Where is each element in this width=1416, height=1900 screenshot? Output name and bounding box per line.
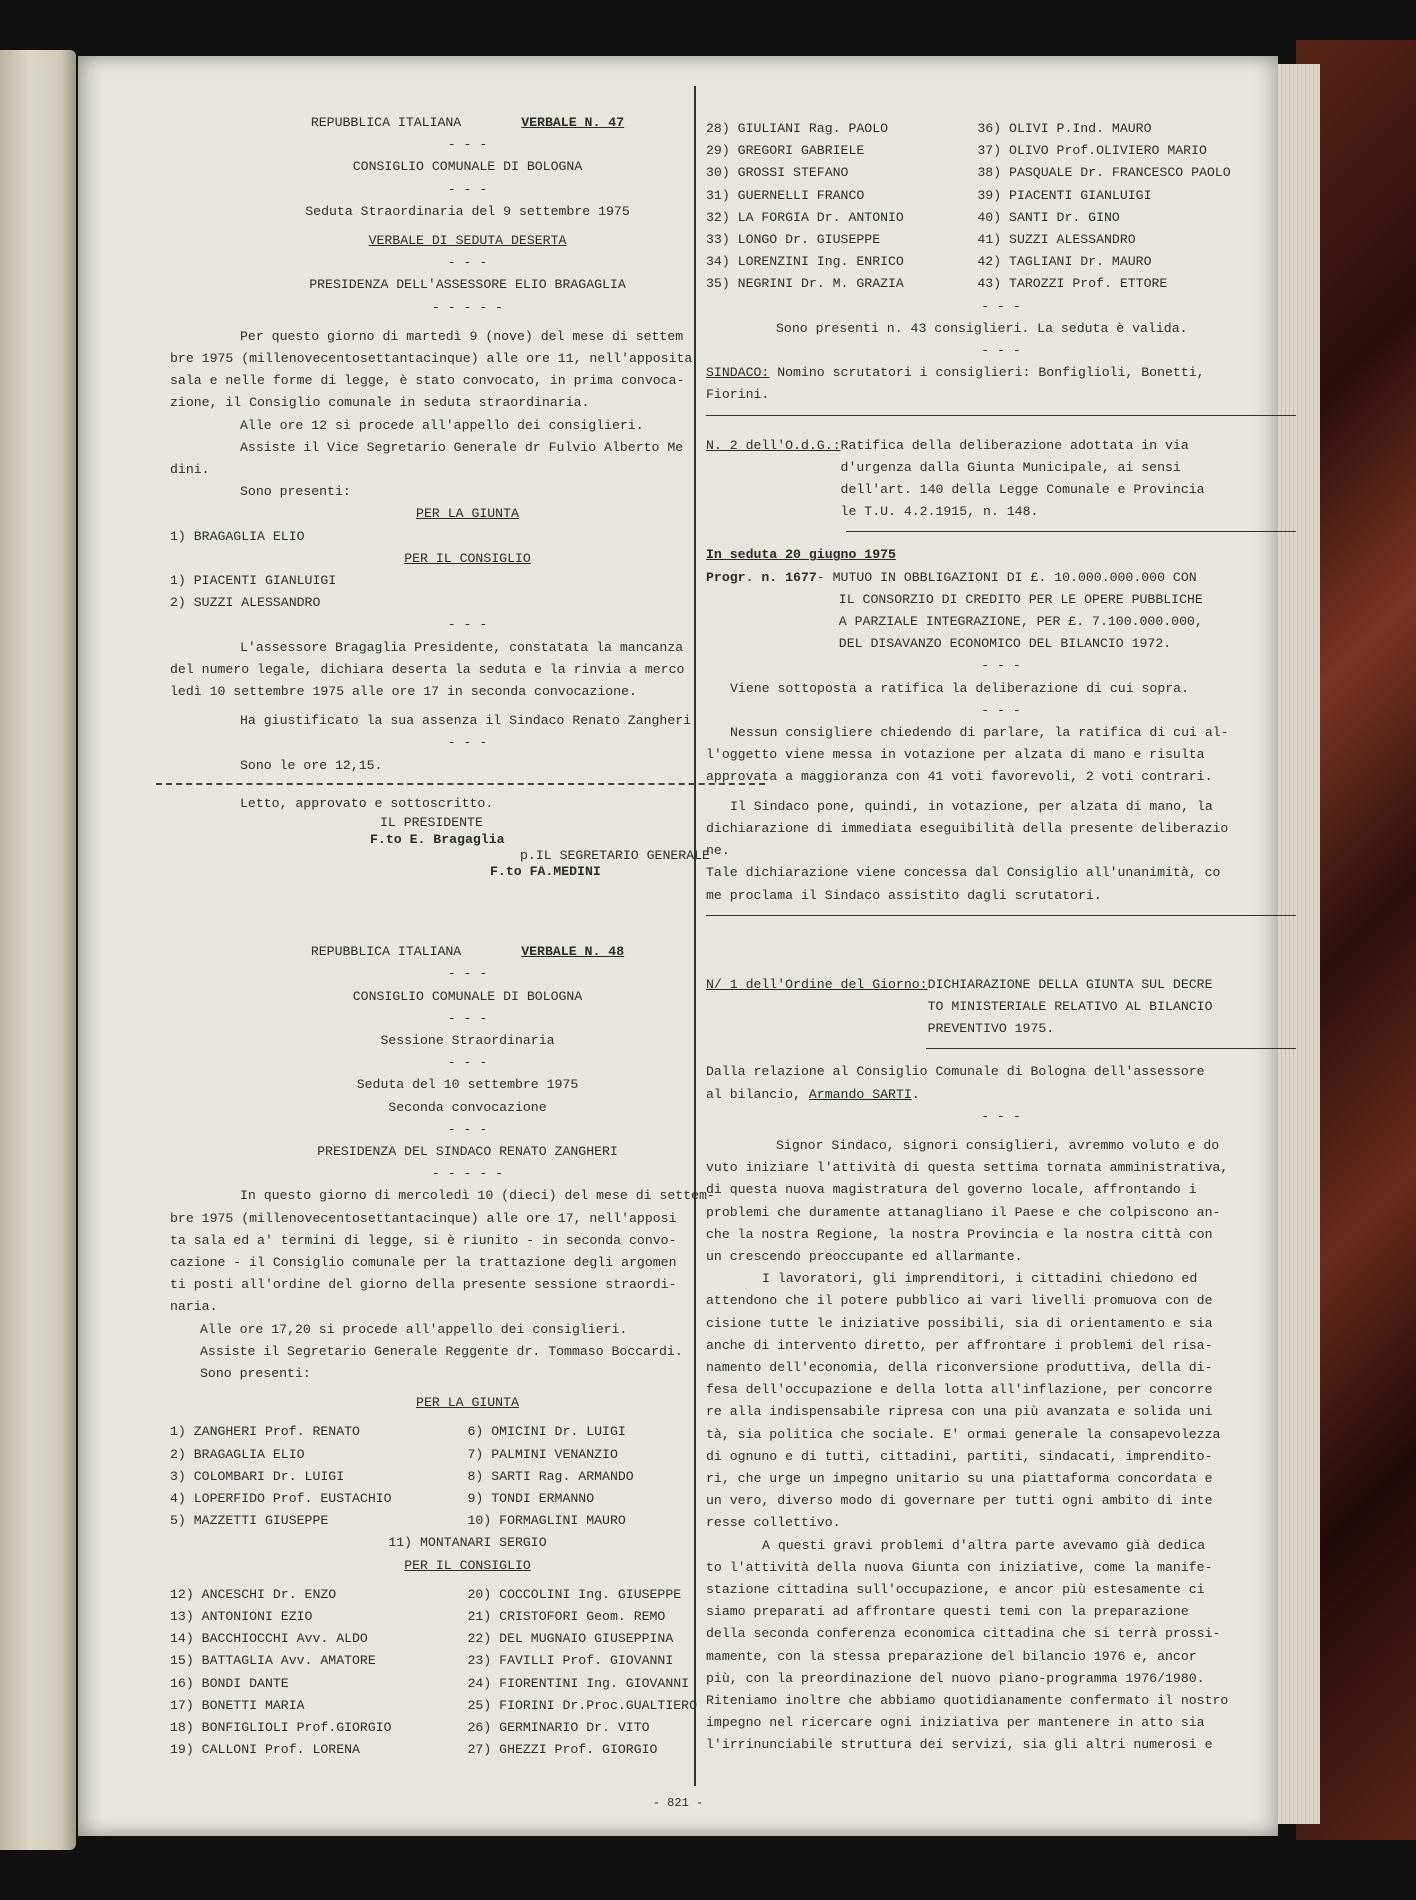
list-item: 38) PASQUALE Dr. FRANCESCO PAOLO bbox=[977, 165, 1231, 181]
dashed-divider bbox=[156, 783, 765, 785]
list-item: 11) MONTANARI SERGIO bbox=[388, 1535, 547, 1551]
sindaco-text: Fiorini. bbox=[706, 387, 770, 403]
v47-text-line: Letto, approvato e sottoscritto. bbox=[240, 795, 494, 811]
separator: - - - bbox=[981, 343, 1021, 359]
list-item: 20) COCCOLINI Ing. GIUSEPPE bbox=[467, 1586, 682, 1602]
sindaco-line bbox=[706, 362, 1296, 384]
v48-republic: REPUBBLICA ITALIANA bbox=[310, 944, 462, 960]
v47-verbale: VERBALE N. 47 bbox=[521, 115, 625, 130]
progr-text: - MUTUO IN OBBLIGAZIONI DI £. 10.000.000.000 CON bbox=[816, 569, 1197, 585]
body-line: di ognuno e di tutti, cittadini, partiti, sindacati, imprendito- bbox=[706, 1448, 1213, 1464]
list-item: 19) CALLONI Prof. LORENA bbox=[170, 1742, 360, 1758]
separator: - - - bbox=[981, 658, 1021, 674]
list-item: 31) GUERNELLI FRANCO bbox=[706, 187, 865, 203]
quorum-text: Sono presenti n. 43 consiglieri. La seduta è valida. bbox=[776, 320, 1188, 336]
list-item: 17) BONETTI MARIA bbox=[170, 1697, 305, 1713]
body-line: di questa nuova magistratura del governo locale, affrontando i bbox=[706, 1182, 1197, 1198]
body-line: fesa dell'occupazione e della lotta all'inflazione, per concorre bbox=[706, 1382, 1213, 1398]
v47-text-line: Per questo giorno di martedì 9 (nove) del mese di settem bbox=[240, 328, 684, 344]
v48-giunta-heading: PER LA GIUNTA bbox=[416, 1395, 519, 1411]
v47-giunta-heading: PER LA GIUNTA bbox=[416, 506, 519, 522]
list-item: 4) LOPERFIDO Prof. EUSTACHIO bbox=[170, 1490, 392, 1506]
body-line: impegno nel ricercare ogni iniziativa per mantenere in atto sia bbox=[706, 1715, 1205, 1731]
v48-text-line: cazione - il Consiglio comunale per la trattazione degli argomen bbox=[170, 1254, 677, 1270]
v48-session: Sessione Straordinaria bbox=[380, 1032, 555, 1048]
list-item: 43) TAROZZI Prof. ETTORE bbox=[977, 276, 1168, 292]
list-item: 28) GIULIANI Rag. PAOLO bbox=[706, 121, 889, 136]
body-line: me proclama il Sindaco assistito dagli scrutatori. bbox=[706, 887, 1102, 903]
body-line: Nessun consigliere chiedendo di parlare, la ratifica di cui al- bbox=[730, 725, 1229, 741]
v47-session: Seduta Straordinaria del 9 settembre 1975 bbox=[305, 203, 630, 219]
signature-secretary-title: p.IL SEGRETARIO GENERALE bbox=[520, 848, 710, 864]
list-item: 7) PALMINI VENANZIO bbox=[467, 1446, 618, 1462]
list-item: 21) CRISTOFORI Geom. REMO bbox=[467, 1608, 666, 1624]
list-item: 41) SUZZI ALESSANDRO bbox=[977, 232, 1136, 248]
progr-text: DEL DISAVANZO ECONOMICO DEL BILANCIO 1972. bbox=[838, 636, 1172, 652]
progr-text: A PARZIALE INTEGRAZIONE, PER £. 7.100.000.000, bbox=[838, 614, 1203, 630]
right-column bbox=[706, 118, 1296, 1757]
v48-giunta-list bbox=[170, 1421, 765, 1532]
v48-text-line: ti posti all'ordine del giorno della presente sessione straordi- bbox=[170, 1277, 677, 1293]
v48-text-line: Alle ore 17,20 si procede all'appello dei consiglieri. bbox=[200, 1321, 628, 1337]
body-line: dichiarazione di immediata eseguibilità della presente deliberazio bbox=[706, 820, 1229, 836]
left-book-page bbox=[0, 50, 76, 1850]
v47-header bbox=[170, 112, 765, 134]
body-line: cisione tutte le iniziative possibili, sia di orientamento e sia bbox=[706, 1315, 1213, 1331]
body-line: anche di intervento diretto, per affrontare i problemi del risa- bbox=[706, 1337, 1213, 1353]
separator: - - - bbox=[981, 298, 1021, 314]
list-item: 27) GHEZZI Prof. GIORGIO bbox=[467, 1742, 658, 1758]
v48-text-line: In questo giorno di mercoledì 10 (dieci) del mese di settem- bbox=[240, 1188, 715, 1204]
odg1-label: N/ 1 dell'Ordine del Giorno: bbox=[706, 976, 928, 992]
separator: - - - bbox=[447, 1010, 488, 1026]
body-line: problemi che duramente attanagliano il Paese e che colpiscono an- bbox=[706, 1204, 1221, 1220]
list-item: 1) ZANGHERI Prof. RENATO bbox=[170, 1424, 360, 1440]
body-line: Tale dichiarazione viene concessa dal Consiglio all'unanimità, co bbox=[706, 865, 1221, 881]
v47-text-line: del numero legale, dichiara deserta la seduta e la rinvia a merco bbox=[170, 661, 685, 677]
separator: - - - bbox=[447, 137, 488, 153]
list-item: 18) BONFIGLIOLI Prof.GIORGIO bbox=[170, 1720, 392, 1735]
list-item: 5) MAZZETTI GIUSEPPE bbox=[170, 1513, 329, 1529]
divider bbox=[846, 531, 1296, 532]
v47-text-line: sala e nelle forme di legge, è stato convocato, in prima convoca- bbox=[170, 373, 685, 389]
body-line: Signor Sindaco, signori consiglieri, avremmo voluto e do bbox=[776, 1137, 1220, 1153]
seduta-giugno: In seduta 20 giugno 1975 bbox=[706, 547, 896, 563]
list-item: 24) FIORENTINI Ing. GIOVANNI bbox=[467, 1675, 690, 1691]
body-line: Il Sindaco pone, quindi, in votazione, per alzata di mano, la bbox=[730, 798, 1213, 814]
progr-label: Progr. n. 1677 bbox=[706, 569, 817, 585]
list-item: 1) BRAGAGLIA ELIO bbox=[170, 528, 305, 544]
v47-deserta: VERBALE DI SEDUTA DESERTA bbox=[368, 233, 567, 249]
relazione-text: al bilancio, bbox=[706, 1086, 809, 1102]
list-item: 35) NEGRINI Dr. M. GRAZIA bbox=[706, 276, 904, 292]
separator: - - - bbox=[981, 702, 1021, 718]
body-line: della seconda conferenza economica cittadina che si terrà prossi- bbox=[706, 1626, 1221, 1642]
progr-block bbox=[706, 567, 1296, 656]
v48-text-line: Assiste il Segretario Generale Reggente dr. Tommaso Boccardi. bbox=[200, 1343, 683, 1359]
list-item: 29) GREGORI GABRIELE bbox=[706, 143, 865, 159]
v48-seduta: Seduta del 10 settembre 1975 bbox=[356, 1077, 579, 1093]
separator: - - - bbox=[447, 617, 488, 633]
list-item: 34) LORENZINI Ing. ENRICO bbox=[706, 254, 904, 270]
v48-present: Sono presenti: bbox=[200, 1365, 311, 1381]
signature-president-title: IL PRESIDENTE bbox=[380, 815, 483, 831]
body-line: I lavoratori, gli imprenditori, i cittadini chiedono ed bbox=[762, 1271, 1198, 1287]
relazione-text: . bbox=[911, 1086, 920, 1102]
v47-presidency: PRESIDENZA DELL'ASSESSORE ELIO BRAGAGLIA bbox=[309, 277, 626, 293]
page-number: - 821 - bbox=[652, 1796, 704, 1810]
body-line: l'irrinunciabile struttura dei servizi, sia gli altri numerosi e bbox=[706, 1737, 1213, 1753]
body-line: stazione cittadina sull'occupazione, e ancor più estesamente ci bbox=[706, 1581, 1205, 1597]
signature-secretary: F.to FA.MEDINI bbox=[490, 864, 601, 880]
v48-consiglio-list-continued bbox=[706, 118, 1296, 296]
v48-verbale: VERBALE N. 48 bbox=[521, 944, 625, 960]
list-item: 15) BATTAGLIA Avv. AMATORE bbox=[170, 1653, 376, 1669]
odg2-text: dell'art. 140 della Legge Comunale e Provincia bbox=[840, 482, 1205, 498]
list-item: 36) OLIVI P.Ind. MAURO bbox=[977, 121, 1152, 136]
v48-text-line: naria. bbox=[170, 1299, 218, 1315]
list-item: 37) OLIVO Prof.OLIVIERO MARIO bbox=[977, 143, 1207, 159]
body-line: un crescendo preoccupante ed allarmante. bbox=[706, 1248, 1023, 1264]
v48-text-line: ta sala ed a' termini di legge, si è riunito - in seconda convo- bbox=[170, 1232, 677, 1248]
list-item: 2) BRAGAGLIA ELIO bbox=[170, 1446, 305, 1462]
signature-president: F.to E. Bragaglia bbox=[370, 832, 505, 848]
v48-council: CONSIGLIO COMUNALE DI BOLOGNA bbox=[352, 988, 583, 1004]
list-item: 26) GERMINARIO Dr. VITO bbox=[467, 1720, 650, 1735]
body-line: siamo preparati ad affrontare questi temi con la preparazione bbox=[706, 1604, 1189, 1620]
v47-text-line: bre 1975 (millenovecentosettantacinque) alle ore 11, nell'apposita bbox=[170, 351, 693, 367]
body-line: ne. bbox=[706, 843, 730, 859]
v47-consiglio-heading: PER IL CONSIGLIO bbox=[404, 550, 531, 566]
v47-text-line: L'assessore Bragaglia Presidente, constatata la mancanza bbox=[240, 639, 684, 655]
list-item: 1) PIACENTI GIANLUIGI bbox=[170, 573, 337, 589]
body-line: tà, sia politica che sociale. E' ormai generale la consapevolezza bbox=[706, 1426, 1221, 1442]
odg2-block bbox=[706, 435, 1296, 524]
v47-text-line: Ha giustificato la sua assenza il Sindaco Renato Zangheri. bbox=[240, 713, 699, 729]
document-page bbox=[78, 56, 1278, 1836]
v47-text-line: Assiste il Vice Segretario Generale dr Fulvio Alberto Me bbox=[240, 439, 684, 455]
body-line: mamente, con la stessa preparazione del bilancio 1976 e, ancor bbox=[706, 1648, 1197, 1664]
body-line: namento dell'economia, della riconversione produttiva, della di- bbox=[706, 1359, 1213, 1375]
body-line: un vero, diverso modo di governare per tutti ogni ambito di inte bbox=[706, 1493, 1213, 1509]
separator: - - - - - bbox=[431, 299, 504, 315]
v47-text-line: dini. bbox=[170, 462, 210, 478]
odg2-text: d'urgenza dalla Giunta Municipale, ai sensi bbox=[840, 459, 1181, 475]
list-item: 9) TONDI ERMANNO bbox=[467, 1490, 595, 1506]
list-item: 40) SANTI Dr. GINO bbox=[977, 209, 1120, 225]
divider bbox=[926, 1048, 1296, 1049]
separator: - - - - - bbox=[431, 1166, 504, 1182]
list-item: 42) TAGLIANI Dr. MAURO bbox=[977, 254, 1152, 270]
list-item: 13) ANTONIONI EZIO bbox=[170, 1608, 313, 1624]
assessore-name: Armando SARTI bbox=[808, 1086, 912, 1102]
separator: - - - bbox=[447, 966, 488, 982]
separator: - - - bbox=[447, 1055, 488, 1071]
v48-consiglio-list bbox=[170, 1584, 765, 1762]
sindaco-label: SINDACO: bbox=[706, 365, 770, 381]
body-line: to l'attività della nuova Giunta con iniziative, come la manife- bbox=[706, 1559, 1213, 1575]
v48-text-line: bre 1975 (millenovecentosettantacinque) alle ore 17, nell'apposi bbox=[170, 1210, 677, 1226]
odg2-text: Ratifica della deliberazione adottata in via bbox=[840, 437, 1189, 453]
odg2-text: le T.U. 4.2.1915, n. 148. bbox=[840, 504, 1039, 520]
left-column bbox=[170, 112, 765, 1761]
separator: - - - bbox=[447, 735, 488, 751]
list-item: 39) PIACENTI GIANLUIGI bbox=[977, 187, 1152, 203]
body-line: ri, che urge un impegno unitario su una piattaforma concordata e bbox=[706, 1470, 1213, 1486]
v48-consiglio-heading: PER IL CONSIGLIO bbox=[404, 1557, 531, 1573]
relazione-line: Dalla relazione al Consiglio Comunale di Bologna dell'assessore bbox=[706, 1064, 1205, 1080]
list-item: 22) DEL MUGNAIO GIUSEPPINA bbox=[467, 1631, 674, 1647]
body-line: re alla indispensabile ripresa con una più avanzata e solida uni bbox=[706, 1404, 1213, 1420]
odg1-text: DICHIARAZIONE DELLA GIUNTA SUL DECRE bbox=[927, 976, 1213, 992]
ratifica-text: Viene sottoposta a ratifica la deliberazione di cui sopra. bbox=[730, 680, 1189, 696]
v47-text-line: ledì 10 settembre 1975 alle ore 17 in seconda convocazione. bbox=[170, 684, 637, 700]
list-item: 12) ANCESCHI Dr. ENZO bbox=[170, 1586, 337, 1602]
divider bbox=[706, 915, 1296, 916]
odg1-block bbox=[706, 974, 1296, 1041]
list-item: 14) BACCHIOCCHI Avv. ALDO bbox=[170, 1631, 368, 1647]
odg2-label: N. 2 dell'O.d.G.: bbox=[706, 437, 841, 453]
v47-text-line: Sono le ore 12,15. bbox=[240, 757, 383, 773]
odg1-text: TO MINISTERIALE RELATIVO AL BILANCIO bbox=[927, 998, 1213, 1014]
list-item: 33) LONGO Dr. GIUSEPPE bbox=[706, 232, 881, 248]
body-line: che la nostra Regione, la nostra Provincia e la nostra città con bbox=[706, 1226, 1213, 1242]
list-item: 32) LA FORGIA Dr. ANTONIO bbox=[706, 209, 904, 225]
body-line: A questi gravi problemi d'altra parte avevamo già dedica bbox=[762, 1537, 1206, 1553]
body-line: l'oggetto viene messa in votazione per alzata di mano e risulta bbox=[706, 747, 1205, 763]
list-item: 25) FIORINI Dr.Proc.GUALTIERO bbox=[467, 1697, 697, 1713]
body-line: attendono che il potere pubblico ai vari livelli promuova con de bbox=[706, 1293, 1213, 1309]
list-item: 3) COLOMBARI Dr. LUIGI bbox=[170, 1468, 345, 1484]
separator: - - - bbox=[447, 255, 488, 271]
odg1-text: PREVENTIVO 1975. bbox=[927, 1021, 1055, 1037]
v47-text-line: Alle ore 12 si procede all'appello dei consiglieri. bbox=[240, 417, 644, 433]
list-item: 6) OMICINI Dr. LUIGI bbox=[467, 1424, 626, 1440]
separator: - - - bbox=[981, 1108, 1021, 1124]
body-line: resse collettivo. bbox=[706, 1515, 841, 1531]
v48-convocation: Seconda convocazione bbox=[388, 1099, 547, 1115]
v48-presidency: PRESIDENZA DEL SINDACO RENATO ZANGHERI bbox=[317, 1143, 618, 1159]
v47-council: CONSIGLIO COMUNALE DI BOLOGNA bbox=[352, 159, 583, 175]
body-line: approvata a maggioranza con 41 voti favorevoli, 2 voti contrari. bbox=[706, 769, 1213, 785]
list-item: 16) BONDI DANTE bbox=[170, 1675, 289, 1691]
list-item: 30) GROSSI STEFANO bbox=[706, 165, 849, 181]
v48-header bbox=[170, 941, 765, 963]
v47-text-line: zione, il Consiglio comunale in seduta straordinaria. bbox=[170, 395, 590, 411]
v47-republic: REPUBBLICA ITALIANA bbox=[310, 115, 462, 130]
list-item: 8) SARTI Rag. ARMANDO bbox=[467, 1468, 634, 1484]
divider bbox=[706, 415, 1296, 416]
progr-text: IL CONSORZIO DI CREDITO PER LE OPERE PUBBLICHE bbox=[838, 591, 1203, 607]
relazione-line bbox=[706, 1084, 1296, 1106]
list-item: 10) FORMAGLINI MAURO bbox=[467, 1513, 626, 1529]
body-line: Riteniamo inoltre che abbiamo quotidianamente confermato il nostro bbox=[706, 1693, 1229, 1708]
body-line: vuto iniziare l'attività di questa settima tornata amministrativa, bbox=[706, 1160, 1229, 1176]
list-item: 23) FAVILLI Prof. GIOVANNI bbox=[467, 1653, 674, 1669]
sindaco-text: Nomino scrutatori i consiglieri: Bonfiglioli, Bonetti, bbox=[769, 365, 1205, 381]
separator: - - - bbox=[447, 181, 488, 197]
v47-present: Sono presenti: bbox=[240, 484, 351, 500]
body-line: più, con la preordinazione del nuovo piano-programma 1976/1980. bbox=[706, 1670, 1205, 1686]
list-item: 2) SUZZI ALESSANDRO bbox=[170, 595, 321, 611]
separator: - - - bbox=[447, 1121, 488, 1137]
